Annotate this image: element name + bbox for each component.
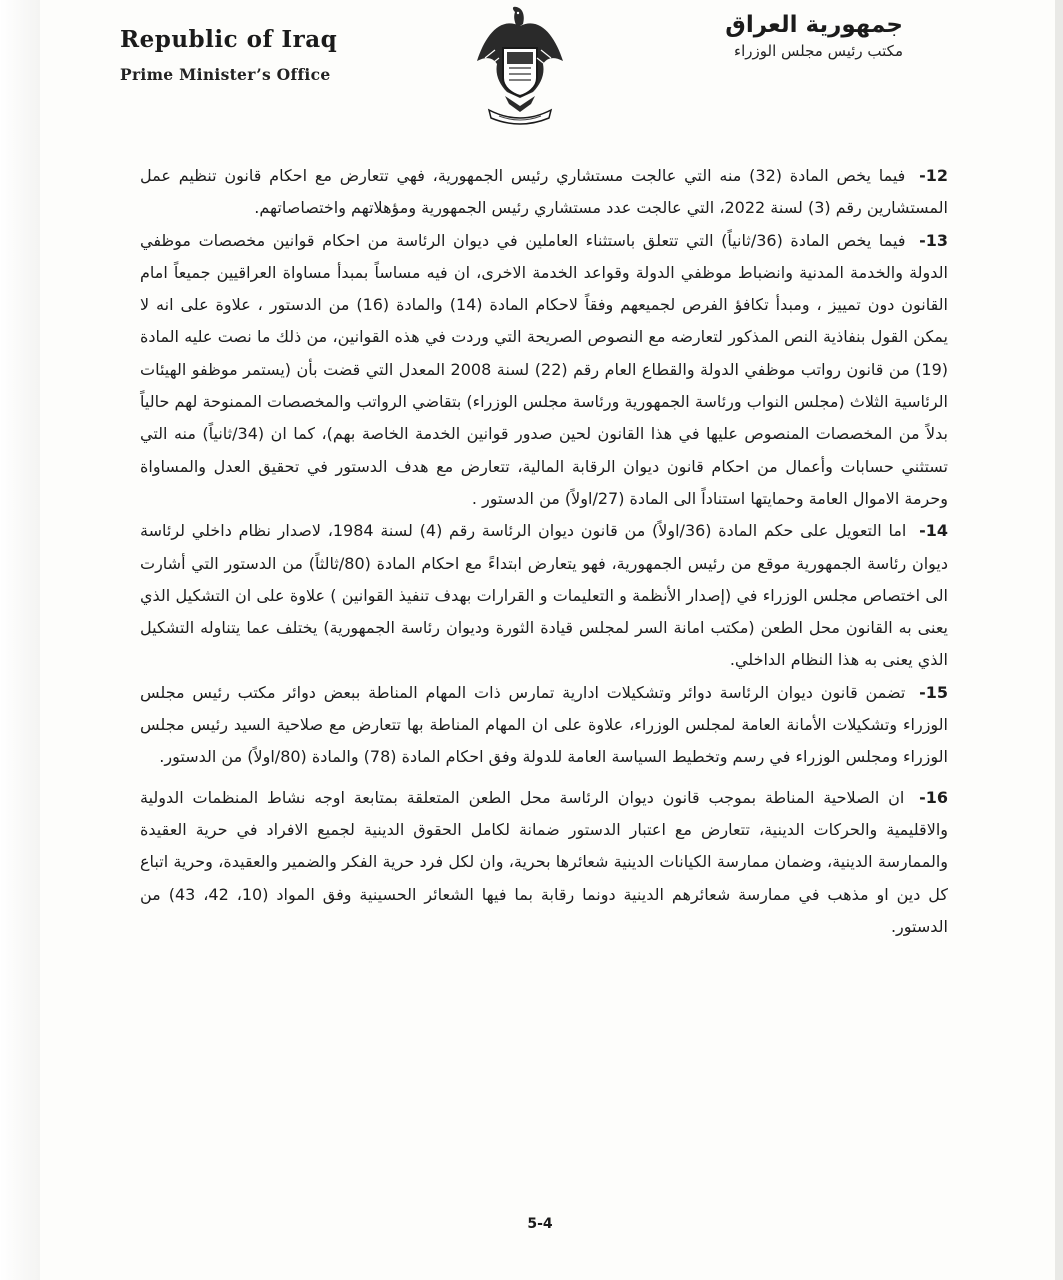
- arabic-subtitle: مكتب رئيس مجلس الوزراء: [734, 42, 903, 60]
- paragraph-number: 16-: [919, 787, 948, 807]
- document-body: [140, 160, 948, 943]
- arabic-letterhead: [623, 12, 903, 60]
- page-number: 5-4: [527, 1216, 553, 1232]
- paragraph-15: [140, 677, 948, 774]
- paragraph-text: ان الصلاحية المناطة بموجب قانون ديوان الرئاسة محل الطعن المتعلقة بمتابعة اوجه نشاط المنظمات الدولية والاقليمية والحركات الدينية، تتعارض مع اعتبار الدستور ضمانة لكامل الحقوق الدينية لجميع الافراد في حرية العقيدة والممارسة الدينية، وضمان ممارسة الكيانات الدينية شعائرها بحرية، وان لكل فرد حرية الفكر والضمير والعقيدة، وحرية اتباع كل دين او مذهب في ممارسة شعائرهم الدينية دونما رقابة بما فيها الشعائر الحسينية وفق المواد (10، 42، 43) من الدستور.: [140, 787, 949, 936]
- arabic-title: جمهورية العراق: [725, 12, 903, 38]
- paragraph-text: اما التعويل على حكم المادة (36/اولاً) من قانون ديوان الرئاسة رقم (4) لسنة 1984، لاصدار نظام داخلي لرئاسة ديوان رئاسة الجمهورية موقع من رئيس الجمهورية، فهو يتعارض ابتداءً مع احكام المادة (80/ثالثاً) من الدستور التي أشارت الى اختصاص مجلس الوزراء في (إصدار الأنظمة و التعليمات و القرارات بهدف تنفيذ القوانين ) علاوة على ان التشكيل الذي يعنى به القانون محل الطعن (مكتب امانة السر لمجلس قيادة الثورة وديوان رئاسة الجمهورية) يختلف عما يتناوله التشكيل الذي يعنى به هذا النظام الداخلي.: [140, 521, 949, 670]
- paragraph-number: 14-: [919, 521, 948, 541]
- english-subtitle: Prime Minister’s Office: [120, 65, 331, 84]
- paragraph-13: [140, 225, 948, 516]
- paragraph-text: تضمن قانون ديوان الرئاسة دوائر وتشكيلات ادارية تمارس ذات المهام المناطة ببعض دوائر مكتب رئيس مجلس الوزراء وتشكيلات الأمانة العامة لمجلس الوزراء، علاوة على ان المهام المناطة بها تتعارض مع صلاحية السيد رئيس مجلس الوزراء ومجلس الوزراء في رسم وتخطيط السياسة العامة للدولة وفق احكام المادة (78) والمادة (80/اولاً) من الدستور.: [140, 682, 948, 767]
- english-title: Republic of Iraq: [120, 26, 338, 53]
- paragraph-text: فيما يخص المادة (32) منه التي عالجت مستشاري رئيس الجمهورية، فهي تتعارض مع احكام قانون تنظيم عمل المستشارين رقم (3) لسنة 2022، التي عالجت عدد مستشاري رئيس الجمهورية ومؤهلاتهم واختصاصاتهم.: [140, 166, 948, 218]
- paragraph-number: 15-: [919, 682, 948, 702]
- scan-edge: [0, 0, 40, 1280]
- paragraph-number: 12-: [919, 166, 949, 185]
- paragraph-12: [140, 160, 948, 225]
- paragraph-number: 13-: [919, 230, 949, 250]
- paragraph-text: فيما يخص المادة (36/ثانياً) التي تتعلق باستثناء العاملين في ديوان الرئاسة من احكام قوانين مخصصات موظفي الدولة والخدمة المدنية وانضباط موظفي الدولة وقواعد الخدمة الاخرى، ان فيه مساساً بمبدأ مساواة العراقيين جميعاً امام القانون دون تمييز ، ومبدأ تكافؤ الفرص لجميعهم وفقاً لاحكام المادة (14) والمادة (16) من الدستور ، علاوة على انه لا يمكن القول بنفاذية النص المذكور لتعارضه مع النصوص الصريحة التي وردت في هذه القوانين، من ذلك ما نصت عليه المادة (19) من قانون رواتب موظفي الدولة والقطاع العام رقم (22) لسنة 2008 المعدل التي قضت بأن (يستمر موظفو الهيئات الرئاسية الثلاث (مجلس النواب ورئاسة الجمهورية ورئاسة مجلس الوزراء) بتقاضي الرواتب والمخصصات الممنوحة لهم حالياً بدلاً من المخصصات المنصوص عليها في هذا القانون لحين صدور قوانين الخدمة الخاصة بهم)، كما ان (34/ثانياً) منه التي تستثني حسابات وأعمال من احكام قانون ديوان الرقابة المالية، تتعارض مع هدف الدستور في تحقيق العدل والمساواة وحرمة الاموال العامة وحمايتها استناداً الى المادة (27/اولاً) من الدستور .: [140, 230, 949, 508]
- english-letterhead: [120, 26, 380, 84]
- scan-edge-right: [1055, 0, 1063, 1280]
- paragraph-16: [140, 782, 948, 943]
- iraq-eagle-emblem-icon: [465, 6, 575, 126]
- paragraph-14: [140, 515, 948, 676]
